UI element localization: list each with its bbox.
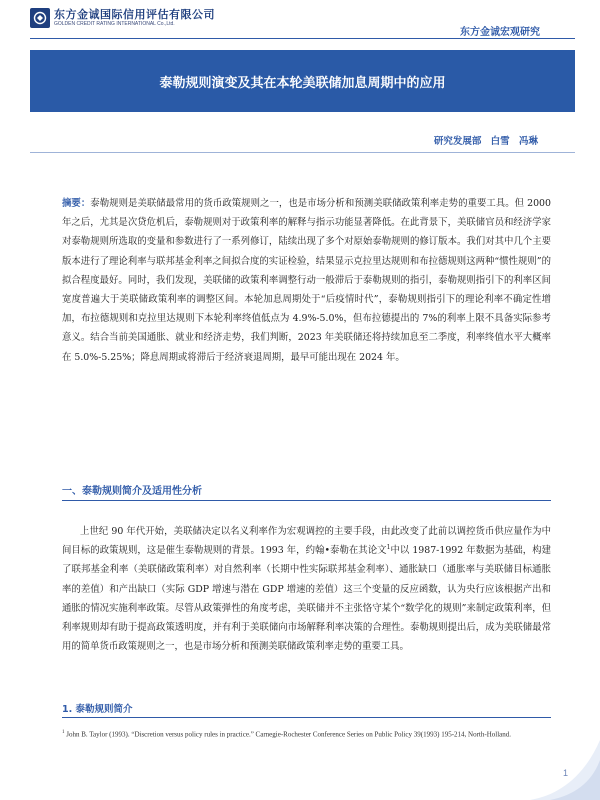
logo-mark-icon	[30, 8, 50, 28]
page-header	[0, 0, 600, 40]
series-brand: 东方金诚宏观研究	[460, 27, 540, 38]
footnote-mark: 1	[62, 730, 65, 735]
header-divider	[30, 38, 575, 39]
company-logo	[30, 8, 215, 28]
paragraph-text-part1: 上世纪 90 年代开始，美联储决定以名义利率作为宏观调控的主要手段，由此改变了此前以调控货币供应量作为中间目标的政策规则，这是催生泰勒规则的背景。1993 年，约翰•泰勒在其论文	[62, 526, 551, 557]
abstract-text: 泰勒规则是美联储最常用的货币政策规则之一，也是市场分析和预测美联储政策利率走势的重要工具。但 2000 年之后，尤其是次贷危机后，泰勒规则对于政策利率的解释与指示功能显著降低。在此背景下，美联储官员和经济学家对泰勒规则所选取的变量和参数进行了一系列修订，陆续出现了多个对原始泰勒规则的修订版本。我们对其中几个主要版本进行了理论利率与联邦基金利率之间拟合度的实证检验，结果显示克拉里达规则和布拉德规则这两种“惯性规则”的拟合程度最好。同时，我们发现，美联储的政策利率调整行动一般滞后于泰勒规则的指引，泰勒规则指引下的利率区间宽度普遍大于美联储政策利率的调整区间。本轮加息周期处于“后疫情时代”，泰勒规则指引下的理论利率不确定性增加，布拉德规则和克拉里达规则下本轮利率终值低点为 4.9%-5.0%，但布拉德提出的 7%的利率上限不具备实际参考意义。结合当前美国通胀、就业和经济走势，我们判断，2023 年美联储还将持续加息至二季度，利率终值水平大概率在 5.0%-5.25%；降息周期或将滞后于经济衰退周期，最早可能出现在 2024 年。	[62, 198, 551, 363]
footnote	[62, 728, 551, 739]
section-divider	[62, 500, 551, 501]
section-heading: 一、泰勒规则简介及适用性分析	[62, 486, 202, 497]
footnote-reference[interactable]: 1	[386, 544, 391, 552]
subsection-divider	[62, 717, 551, 718]
logo-text-en: GOLDEN CREDIT RATING INTERNATIONAL Co.,Ltd.	[54, 20, 175, 27]
report-title: 泰勒规则演变及其在本轮美联储加息周期中的应用	[159, 75, 446, 91]
title-banner	[30, 50, 575, 112]
subsection-heading: 1. 泰勒规则简介	[62, 704, 133, 715]
body-paragraph	[62, 522, 551, 656]
abstract-label: 摘要：	[62, 198, 91, 209]
logo-text-cn: 东方金诚国际信用评估有限公司	[54, 7, 215, 21]
paragraph-text-part2: 中以 1987-1992 年数据为基础，构建了联邦基金利率（美联储政策利率）对自然利率（长期中性实际联邦基金利率）、通胀缺口（通胀率与美联储目标通胀率的差值）和产出缺口（实际 GDP 增速与潜在 GDP 增速的差值）这三个变量的反应函数，认为央行应该根据产出和通胀的情况实施利率政策。尽管从政策弹性的角度考虑，美联储并不主张恪守某个“数学化的规则”来制定政策利率，但利率规则却有助于提高政策透明度，并有利于美联储向市场解释利率决策的合理性。泰勒规则提出后，成为美联储最常用的简单货币政策规则之一，也是市场分析和预测美联储政策利率走势的重要工具。	[62, 545, 551, 653]
page-number: 1	[562, 768, 568, 778]
footnote-text: John B. Taylor (1993). “Discretion versus policy rules in practice.” Carnegie-Rochester Conference Series on Public Policy 39(1993) 195-214, North-Holland.	[66, 730, 511, 739]
report-authors: 研究发展部 白雪 冯琳	[433, 136, 538, 147]
corner-decoration	[530, 740, 600, 800]
author-divider	[30, 152, 575, 153]
abstract	[62, 194, 551, 367]
